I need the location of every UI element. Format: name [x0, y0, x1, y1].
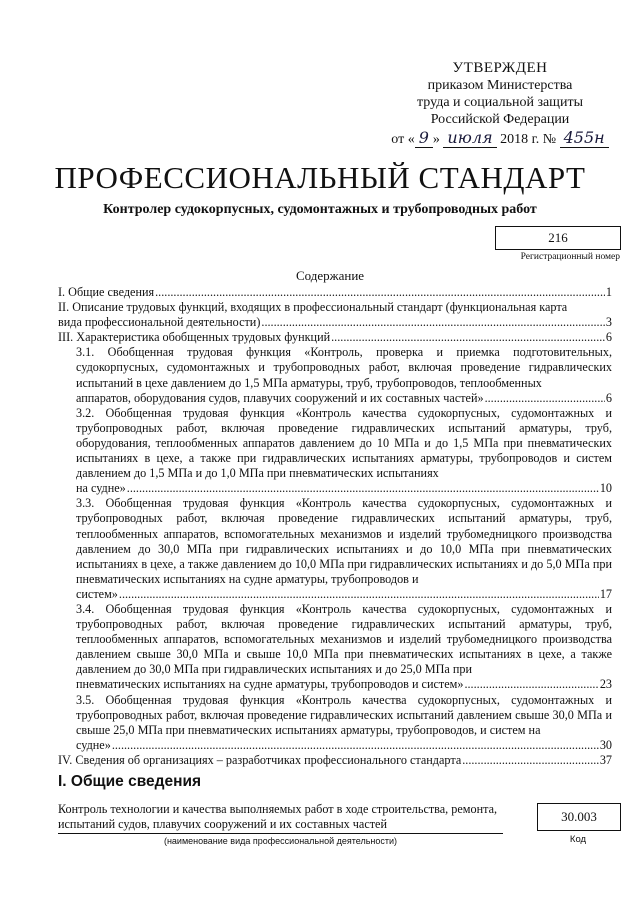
toc-entry-3-1[interactable] [58, 345, 612, 405]
toc-entry-1[interactable] [58, 285, 612, 300]
toc-page-number: 3 [605, 315, 612, 330]
registration-number-box: 216 [495, 226, 621, 250]
toc-entry-3-3[interactable] [58, 496, 612, 602]
registration-number-label: Регистрационный номер [520, 252, 620, 262]
toc-entry-text: 3.1. Обобщенная трудовая функция «Контроль, проверка и приемка подготовительных, судокорпусных, судомонтажных и трубопроводных работ, включая проведение гидравлических испытаний в цехе давлением до 1,5 МПа арматуры, труб, трубопроводов, теплообменных [76, 345, 612, 390]
document-subtitle: Контролер судокорпусных, судомонтажных и трубопроводных работ [103, 202, 537, 217]
toc-page-number: 6 [605, 390, 612, 405]
toc-entry-text: 3.4. Обобщенная трудовая функция «Контроль качества судокорпусных, судомонтажных и трубопроводных работ, включая проведение гидравлических испытаний арматуры, труб, теплообменных аппаратов, вспомогательных механизмов и изделий трубомедницкого производства давлением свыше 30,0 МПа и свыше 10,0 МПа при пневматических испытаниях в цехе, а также давлением до 30,0 МПа при гидравлических испытаниях и до 25,0 МПа при [76, 601, 612, 677]
toc-entry-text: 3.3. Обобщенная трудовая функция «Контроль качества судокорпусных, судомонтажных и трубопроводных работ, включая проведение гидравлических испытаний арматуры, труб, теплообменных аппаратов, вспомогательных механизмов и изделий трубомедницкого производства давлением до 30,0 МПа при гидравлических испытаниях и до 10,0 МПа при пневматических испытаниях в цехе, а также давлением до 10,0 МПа при гидравлических испытаниях и до 5,0 МПа при пневматических испытаниях на судне арматуры, трубопроводов и [76, 496, 612, 586]
toc-entry-2[interactable] [58, 300, 612, 330]
toc-page-number: 17 [599, 586, 612, 601]
toc-page-number: 6 [605, 330, 612, 345]
toc-entry-text-end: вида профессиональной деятельности) [58, 315, 261, 330]
toc-leader-dots [261, 315, 605, 330]
toc-page-number: 30 [599, 737, 612, 752]
toc-entry-4[interactable] [58, 753, 612, 768]
approval-line-3: Российской Федерации [430, 112, 570, 127]
activity-name: Контроль технологии и качества выполняемых работ в ходе строительства, ремонта, испытаний судов, плавучих сооружений и их составных частей [58, 802, 503, 834]
approval-line-2: труда и социальной защиты [417, 95, 583, 110]
approval-date-line [380, 129, 620, 148]
section-heading: I. Общие сведения [58, 773, 202, 790]
toc-leader-dots [464, 677, 598, 692]
toc-entry-text-end: судне» [76, 737, 111, 752]
toc-entry-text: 3.5. Обобщенная трудовая функция «Контроль качества судокорпусных, судомонтажных и трубопроводных работ, включая проведение гидравлических испытаний давлением свыше 30,0 МПа и свыше 25,0 МПа при пневматических испытаниях арматуры, трубопроводов, и систем на [76, 692, 612, 737]
toc-leader-dots [112, 738, 599, 753]
toc-entry-text: 3.2. Обобщенная трудовая функция «Контроль качества судокорпусных, судомонтажных и трубопроводных работ, включая проведение гидравлических испытаний арматуры, труб, оборудования, теплообменных аппаратов давлением до 10 МПа и до 1,5 МПа при пневматических испытаниях в цехе, а также при гидравлических испытаниях арматуры, трубопроводов и систем давлением до 1,5 МПа и до 1,0 МПа при пневматических испытаниях [76, 405, 612, 481]
toc-entry-text: III. Характеристика обобщенных трудовых функций [58, 330, 331, 345]
toc-entry-3-5[interactable] [58, 693, 612, 753]
toc-entry-3[interactable] [58, 330, 612, 345]
toc-entry-3-2[interactable] [58, 406, 612, 497]
toc-page-number: 1 [605, 285, 612, 299]
toc-leader-dots [127, 481, 599, 496]
date-day-handwritten: 9 [415, 128, 433, 148]
toc-leader-dots [155, 285, 605, 300]
approval-block [380, 60, 620, 148]
toc-page-number: 37 [599, 752, 612, 767]
table-of-contents [58, 285, 612, 768]
toc-title: Содержание [295, 268, 365, 283]
approval-line-1: приказом Министерства [427, 78, 573, 93]
toc-entry-text-end: аппаратов, оборудования судов, плавучих сооружений и их составных частей» [76, 390, 484, 405]
toc-entry-text: II. Описание трудовых функций, входящих в профессиональный стандарт (функциональная карта [58, 300, 568, 315]
toc-page-number: 10 [599, 481, 612, 496]
document-title: ПРОФЕССИОНАЛЬНЫЙ СТАНДАРТ [54, 160, 586, 195]
toc-entry-text-end: систем» [76, 586, 118, 601]
date-year: 2018 г. № [500, 132, 557, 147]
date-prefix: от « [391, 132, 415, 147]
order-number-handwritten: 455н [560, 128, 609, 148]
activity-code-box: 30.003 [537, 803, 621, 831]
toc-entry-text: IV. Сведения об организациях – разработчиках профессионального стандарта [58, 752, 462, 767]
toc-entry-3-4[interactable] [58, 602, 612, 693]
toc-entry-text-end: на судне» [76, 481, 126, 496]
approval-heading: УТВЕРЖДЕН [452, 60, 548, 76]
toc-entry-text: I. Общие сведения [58, 285, 155, 299]
date-month-handwritten: июля [443, 128, 496, 148]
date-mid: » [432, 132, 440, 147]
toc-leader-dots [485, 391, 605, 406]
activity-name-label: (наименование вида профессиональной деятельности) [163, 836, 398, 846]
toc-entry-text-end: пневматических испытаниях на судне арматуры, трубопроводов и систем» [76, 677, 464, 692]
toc-leader-dots [119, 587, 599, 602]
toc-page-number: 23 [599, 677, 612, 692]
activity-code-label: Код [569, 834, 587, 845]
toc-leader-dots [331, 330, 605, 345]
toc-leader-dots [462, 753, 599, 768]
